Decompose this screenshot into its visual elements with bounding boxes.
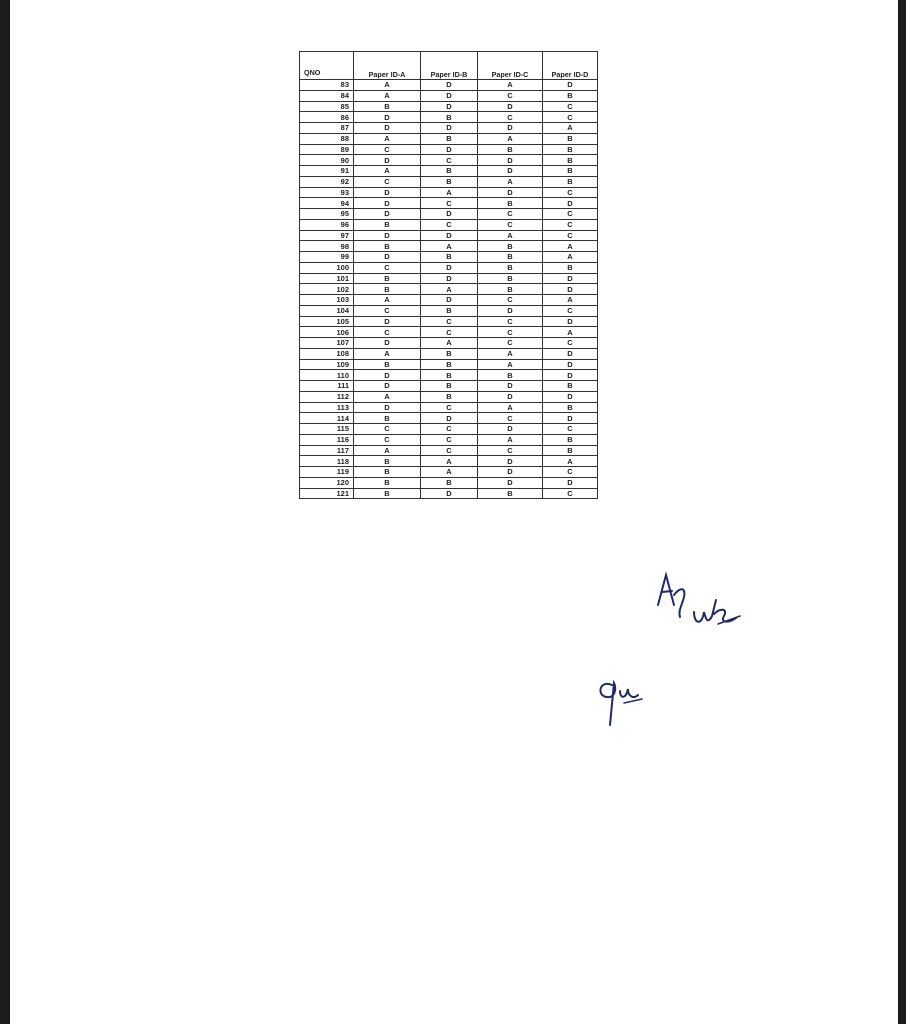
paper-c-cell: C — [478, 112, 543, 123]
paper-d-cell: D — [543, 359, 598, 370]
paper-b-cell: B — [421, 391, 478, 402]
paper-d-cell: A — [543, 123, 598, 134]
paper-c-cell: B — [478, 262, 543, 273]
paper-a-cell: B — [354, 477, 421, 488]
table-row — [300, 80, 598, 91]
qno-cell: 86 — [300, 112, 354, 123]
table-row — [300, 305, 598, 316]
qno-cell: 115 — [300, 424, 354, 435]
paper-c-cell: D — [478, 467, 543, 478]
table-row — [300, 327, 598, 338]
table-row — [300, 144, 598, 155]
paper-c-cell: D — [478, 123, 543, 134]
qno-cell: 92 — [300, 176, 354, 187]
paper-a-cell: B — [354, 273, 421, 284]
table-row — [300, 467, 598, 478]
paper-d-cell: D — [543, 348, 598, 359]
paper-d-cell: D — [543, 273, 598, 284]
paper-a-cell: A — [354, 90, 421, 101]
table-row — [300, 488, 598, 499]
paper-d-cell: C — [543, 209, 598, 220]
paper-c-cell: C — [478, 90, 543, 101]
qno-cell: 110 — [300, 370, 354, 381]
paper-a-cell: D — [354, 338, 421, 349]
table-row — [300, 90, 598, 101]
paper-d-cell: D — [543, 391, 598, 402]
paper-a-cell: A — [354, 445, 421, 456]
qno-cell: 98 — [300, 241, 354, 252]
table-row — [300, 262, 598, 273]
paper-a-cell: D — [354, 112, 421, 123]
table-row — [300, 434, 598, 445]
paper-c-cell: D — [478, 155, 543, 166]
qno-cell: 103 — [300, 295, 354, 306]
paper-c-cell: B — [478, 284, 543, 295]
table-row — [300, 316, 598, 327]
paper-b-cell: C — [421, 198, 478, 209]
table-body — [300, 80, 598, 499]
qno-cell: 121 — [300, 488, 354, 499]
paper-d-cell: C — [543, 230, 598, 241]
paper-c-cell: A — [478, 176, 543, 187]
name-signature — [688, 590, 748, 640]
paper-d-cell: A — [543, 295, 598, 306]
paper-c-cell: C — [478, 338, 543, 349]
table-row — [300, 424, 598, 435]
paper-c-cell: B — [478, 144, 543, 155]
table-row — [300, 155, 598, 166]
qno-cell: 108 — [300, 348, 354, 359]
paper-d-cell: A — [543, 252, 598, 263]
paper-b-cell: D — [421, 488, 478, 499]
paper-d-cell: C — [543, 112, 598, 123]
paper-b-cell: C — [421, 155, 478, 166]
table-row — [300, 284, 598, 295]
paper-b-cell: D — [421, 262, 478, 273]
paper-c-cell: B — [478, 370, 543, 381]
table-row — [300, 209, 598, 220]
qno-cell: 104 — [300, 305, 354, 316]
qno-cell: 118 — [300, 456, 354, 467]
paper-c-cell: B — [478, 488, 543, 499]
paper-d-cell: B — [543, 262, 598, 273]
paper-b-cell: D — [421, 209, 478, 220]
paper-c-cell: A — [478, 133, 543, 144]
table-row — [300, 370, 598, 381]
paper-d-cell: C — [543, 305, 598, 316]
qno-cell: 89 — [300, 144, 354, 155]
header-paper-a: Paper ID-A — [354, 52, 421, 80]
paper-d-cell: A — [543, 456, 598, 467]
paper-b-cell: A — [421, 241, 478, 252]
paper-a-cell: B — [354, 219, 421, 230]
paper-c-cell: A — [478, 402, 543, 413]
paper-a-cell: C — [354, 424, 421, 435]
paper-a-cell: C — [354, 327, 421, 338]
paper-a-cell: A — [354, 348, 421, 359]
paper-c-cell: C — [478, 413, 543, 424]
paper-d-cell: B — [543, 402, 598, 413]
paper-c-cell: D — [478, 101, 543, 112]
qno-cell: 105 — [300, 316, 354, 327]
paper-b-cell: A — [421, 467, 478, 478]
paper-a-cell: B — [354, 241, 421, 252]
table-row — [300, 101, 598, 112]
table-row — [300, 123, 598, 134]
document-page — [10, 0, 898, 1024]
table-row — [300, 198, 598, 209]
qno-cell: 100 — [300, 262, 354, 273]
paper-a-cell: B — [354, 413, 421, 424]
paper-c-cell: A — [478, 80, 543, 91]
paper-a-cell: B — [354, 359, 421, 370]
paper-c-cell: D — [478, 424, 543, 435]
paper-c-cell: C — [478, 295, 543, 306]
paper-c-cell: A — [478, 359, 543, 370]
paper-a-cell: C — [354, 176, 421, 187]
qno-cell: 97 — [300, 230, 354, 241]
paper-b-cell: B — [421, 305, 478, 316]
qno-cell: 83 — [300, 80, 354, 91]
paper-b-cell: A — [421, 338, 478, 349]
paper-c-cell: A — [478, 230, 543, 241]
qno-cell: 95 — [300, 209, 354, 220]
paper-a-cell: D — [354, 155, 421, 166]
qno-cell: 106 — [300, 327, 354, 338]
paper-a-cell: A — [354, 295, 421, 306]
paper-c-cell: D — [478, 456, 543, 467]
paper-b-cell: A — [421, 284, 478, 295]
table-row — [300, 219, 598, 230]
qno-cell: 109 — [300, 359, 354, 370]
paper-c-cell: C — [478, 316, 543, 327]
qno-cell: 102 — [300, 284, 354, 295]
paper-d-cell: C — [543, 467, 598, 478]
table-row — [300, 230, 598, 241]
table-row — [300, 391, 598, 402]
paper-a-cell: D — [354, 123, 421, 134]
table-row — [300, 402, 598, 413]
table-row — [300, 252, 598, 263]
paper-d-cell: C — [543, 187, 598, 198]
qno-cell: 119 — [300, 467, 354, 478]
paper-c-cell: B — [478, 273, 543, 284]
paper-a-cell: D — [354, 316, 421, 327]
paper-d-cell: D — [543, 80, 598, 91]
short-signature — [590, 665, 650, 730]
table-row — [300, 338, 598, 349]
paper-d-cell: B — [543, 434, 598, 445]
paper-b-cell: D — [421, 413, 478, 424]
paper-b-cell: D — [421, 101, 478, 112]
paper-a-cell: D — [354, 198, 421, 209]
paper-c-cell: C — [478, 445, 543, 456]
qno-cell: 90 — [300, 155, 354, 166]
table-row — [300, 477, 598, 488]
paper-d-cell: C — [543, 338, 598, 349]
qno-cell: 99 — [300, 252, 354, 263]
paper-a-cell: B — [354, 456, 421, 467]
paper-b-cell: D — [421, 90, 478, 101]
paper-d-cell: C — [543, 219, 598, 230]
paper-c-cell: C — [478, 209, 543, 220]
paper-b-cell: C — [421, 327, 478, 338]
paper-c-cell: A — [478, 434, 543, 445]
paper-a-cell: A — [354, 391, 421, 402]
paper-a-cell: B — [354, 488, 421, 499]
qno-cell: 113 — [300, 402, 354, 413]
paper-a-cell: A — [354, 166, 421, 177]
paper-b-cell: D — [421, 80, 478, 91]
paper-a-cell: D — [354, 402, 421, 413]
paper-c-cell: D — [478, 391, 543, 402]
paper-a-cell: C — [354, 434, 421, 445]
qno-cell: 96 — [300, 219, 354, 230]
paper-c-cell: B — [478, 241, 543, 252]
qno-cell: 116 — [300, 434, 354, 445]
table-row — [300, 176, 598, 187]
paper-d-cell: D — [543, 477, 598, 488]
paper-b-cell: D — [421, 123, 478, 134]
paper-b-cell: A — [421, 456, 478, 467]
paper-b-cell: D — [421, 230, 478, 241]
paper-c-cell: D — [478, 381, 543, 392]
qno-cell: 120 — [300, 477, 354, 488]
paper-c-cell: D — [478, 305, 543, 316]
table-row — [300, 456, 598, 467]
paper-d-cell: D — [543, 284, 598, 295]
paper-b-cell: C — [421, 316, 478, 327]
paper-d-cell: B — [543, 90, 598, 101]
qno-cell: 84 — [300, 90, 354, 101]
paper-b-cell: B — [421, 133, 478, 144]
table-row — [300, 166, 598, 177]
table-row — [300, 133, 598, 144]
qno-cell: 91 — [300, 166, 354, 177]
table-row — [300, 112, 598, 123]
table-row — [300, 381, 598, 392]
paper-b-cell: B — [421, 359, 478, 370]
paper-a-cell: A — [354, 80, 421, 91]
header-qno: QNO — [300, 52, 354, 80]
paper-d-cell: D — [543, 370, 598, 381]
paper-a-cell: C — [354, 144, 421, 155]
table-row — [300, 273, 598, 284]
qno-cell: 93 — [300, 187, 354, 198]
paper-a-cell: D — [354, 381, 421, 392]
paper-c-cell: B — [478, 198, 543, 209]
paper-a-cell: C — [354, 305, 421, 316]
table-row — [300, 295, 598, 306]
table-row — [300, 241, 598, 252]
paper-d-cell: B — [543, 166, 598, 177]
paper-b-cell: B — [421, 370, 478, 381]
header-paper-c: Paper ID-C — [478, 52, 543, 80]
qno-cell: 107 — [300, 338, 354, 349]
paper-b-cell: B — [421, 348, 478, 359]
paper-c-cell: C — [478, 219, 543, 230]
paper-d-cell: C — [543, 488, 598, 499]
paper-a-cell: D — [354, 187, 421, 198]
paper-b-cell: A — [421, 187, 478, 198]
paper-d-cell: C — [543, 101, 598, 112]
qno-cell: 85 — [300, 101, 354, 112]
paper-d-cell: A — [543, 327, 598, 338]
paper-b-cell: D — [421, 295, 478, 306]
paper-b-cell: C — [421, 434, 478, 445]
paper-a-cell: C — [354, 262, 421, 273]
header-paper-d: Paper ID-D — [543, 52, 598, 80]
paper-b-cell: B — [421, 176, 478, 187]
qno-cell: 101 — [300, 273, 354, 284]
paper-a-cell: D — [354, 209, 421, 220]
header-paper-b: Paper ID-B — [421, 52, 478, 80]
paper-d-cell: D — [543, 198, 598, 209]
table-row — [300, 348, 598, 359]
paper-b-cell: C — [421, 402, 478, 413]
table-row — [300, 359, 598, 370]
paper-b-cell: C — [421, 424, 478, 435]
paper-a-cell: D — [354, 230, 421, 241]
qno-cell: 87 — [300, 123, 354, 134]
paper-c-cell: C — [478, 327, 543, 338]
paper-a-cell: D — [354, 252, 421, 263]
paper-b-cell: B — [421, 166, 478, 177]
paper-b-cell: D — [421, 144, 478, 155]
paper-b-cell: B — [421, 381, 478, 392]
qno-cell: 112 — [300, 391, 354, 402]
table-row — [300, 187, 598, 198]
paper-b-cell: B — [421, 252, 478, 263]
paper-c-cell: D — [478, 166, 543, 177]
table-header-row — [300, 52, 598, 80]
paper-d-cell: B — [543, 155, 598, 166]
paper-d-cell: B — [543, 176, 598, 187]
paper-b-cell: C — [421, 219, 478, 230]
paper-a-cell: B — [354, 284, 421, 295]
paper-d-cell: C — [543, 424, 598, 435]
qno-cell: 111 — [300, 381, 354, 392]
paper-c-cell: D — [478, 187, 543, 198]
paper-a-cell: B — [354, 101, 421, 112]
paper-b-cell: B — [421, 112, 478, 123]
paper-d-cell: B — [543, 381, 598, 392]
paper-b-cell: C — [421, 445, 478, 456]
table-row — [300, 445, 598, 456]
paper-d-cell: A — [543, 241, 598, 252]
qno-cell: 117 — [300, 445, 354, 456]
paper-a-cell: A — [354, 133, 421, 144]
qno-cell: 114 — [300, 413, 354, 424]
paper-d-cell: B — [543, 144, 598, 155]
paper-a-cell: B — [354, 467, 421, 478]
answer-key-table — [299, 51, 598, 499]
table-row — [300, 413, 598, 424]
paper-a-cell: D — [354, 370, 421, 381]
paper-d-cell: D — [543, 316, 598, 327]
paper-d-cell: D — [543, 413, 598, 424]
qno-cell: 88 — [300, 133, 354, 144]
paper-d-cell: B — [543, 133, 598, 144]
paper-d-cell: B — [543, 445, 598, 456]
qno-cell: 94 — [300, 198, 354, 209]
paper-c-cell: B — [478, 252, 543, 263]
paper-b-cell: D — [421, 273, 478, 284]
paper-c-cell: D — [478, 477, 543, 488]
paper-c-cell: A — [478, 348, 543, 359]
paper-b-cell: B — [421, 477, 478, 488]
